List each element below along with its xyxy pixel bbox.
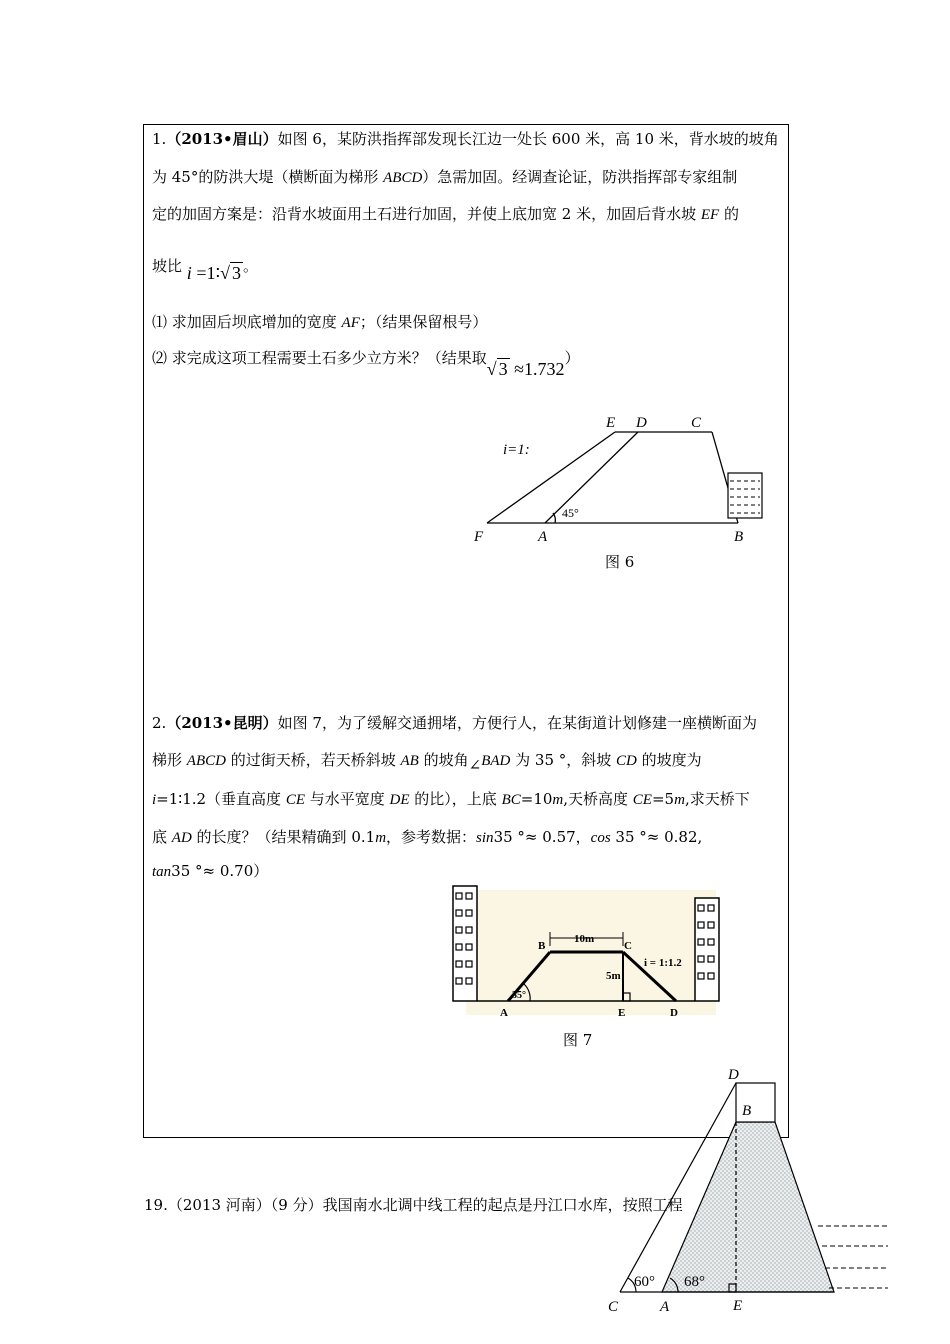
label-D: D (636, 415, 647, 431)
fig7-label-A: A (500, 1007, 508, 1019)
figure-7-caption: 图 7 (563, 1031, 593, 1049)
fig19-label-E: E (733, 1298, 743, 1314)
p1-line2: 为 45°的防洪大堤（横断面为梯形 ABCD）急需加固。经调查论证，防洪指挥部专家组制 (152, 168, 738, 186)
figure-6-caption: 图 6 (605, 553, 635, 571)
p2-line1: 2.（2013•昆明）如图 7，为了缓解交通拥堵，方便行人，在某街道计划修建一座横断面为 (152, 714, 757, 732)
p1-question2: ⑵ 求完成这项工程需要土石多少立方米？（结果取√ 3 ≈1.732） (152, 349, 580, 379)
label-B: B (734, 529, 744, 545)
p1-question1: ⑴ 求加固后坝底增加的宽度 AF；（结果保留根号） (152, 313, 488, 331)
p2-line3: i=1∶1.2（垂直高度 CE 与水平宽度 DE 的比），上底 BC=10m,天桥高度 CE=5m,求天桥下 (152, 790, 750, 808)
fig19-label-angle68: 68° (684, 1274, 705, 1290)
figure-6 (460, 405, 780, 550)
fig19-label-angle60: 60° (634, 1274, 655, 1290)
fig7-label-angle: 35° (512, 990, 526, 1001)
fig7-label-B: B (538, 940, 546, 952)
p1-line4: 坡比 i =1∶√ 3 。 (152, 257, 259, 283)
fig19-label-A: A (660, 1299, 670, 1315)
fig7-label-D: D (670, 1007, 678, 1019)
fig19-label-B: B (742, 1103, 752, 1119)
building-left (453, 886, 477, 1001)
fig7-label-height: 5m (606, 970, 621, 982)
water-box (728, 473, 762, 518)
p19-line1: 19.（2013 河南）（9 分）我国南水北调中线工程的起点是丹江口水库，按照工程 (144, 1196, 683, 1214)
dam-cross-section (662, 1122, 834, 1292)
label-F: F (474, 529, 484, 545)
building-right (695, 898, 719, 1001)
p1-line1: 1.（2013•眉山）如图 6，某防洪指挥部发现长江边一处长 600 米，高 10 米，背水坡的坡角 (152, 130, 779, 148)
figure-19 (600, 1060, 890, 1344)
figure-7 (448, 880, 728, 1022)
fig7-label-E: E (618, 1007, 626, 1019)
p2-line5: tan35 °≈ 0.70） (152, 862, 269, 880)
fig19-label-D: D (728, 1067, 739, 1083)
label-i: i=1: (503, 442, 530, 458)
label-E: E (606, 415, 616, 431)
p1-line3: 定的加固方案是：沿背水坡面用土石进行加固，并使上底加宽 2 米，加固后背水坡 EF 的 (152, 205, 739, 223)
fig19-label-C: C (608, 1299, 619, 1315)
p2-line2: 梯形 ABCD 的过街天桥，若天桥斜坡 AB 的坡角∠BAD 为 35 °，斜坡 CD 的坡度为 (152, 751, 702, 774)
label-C: C (691, 415, 702, 431)
label-A: A (538, 529, 548, 545)
fig7-label-slope: i = 1:1.2 (644, 957, 682, 969)
label-angle-45: 45° (562, 506, 579, 520)
fig7-label-C: C (624, 940, 632, 952)
fig7-label-width: 10m (574, 933, 595, 945)
p2-line4: 底 AD 的长度？（结果精确到 0.1m，参考数据：sin35 °≈ 0.57，cos 35 °≈ 0.82, (152, 828, 703, 846)
